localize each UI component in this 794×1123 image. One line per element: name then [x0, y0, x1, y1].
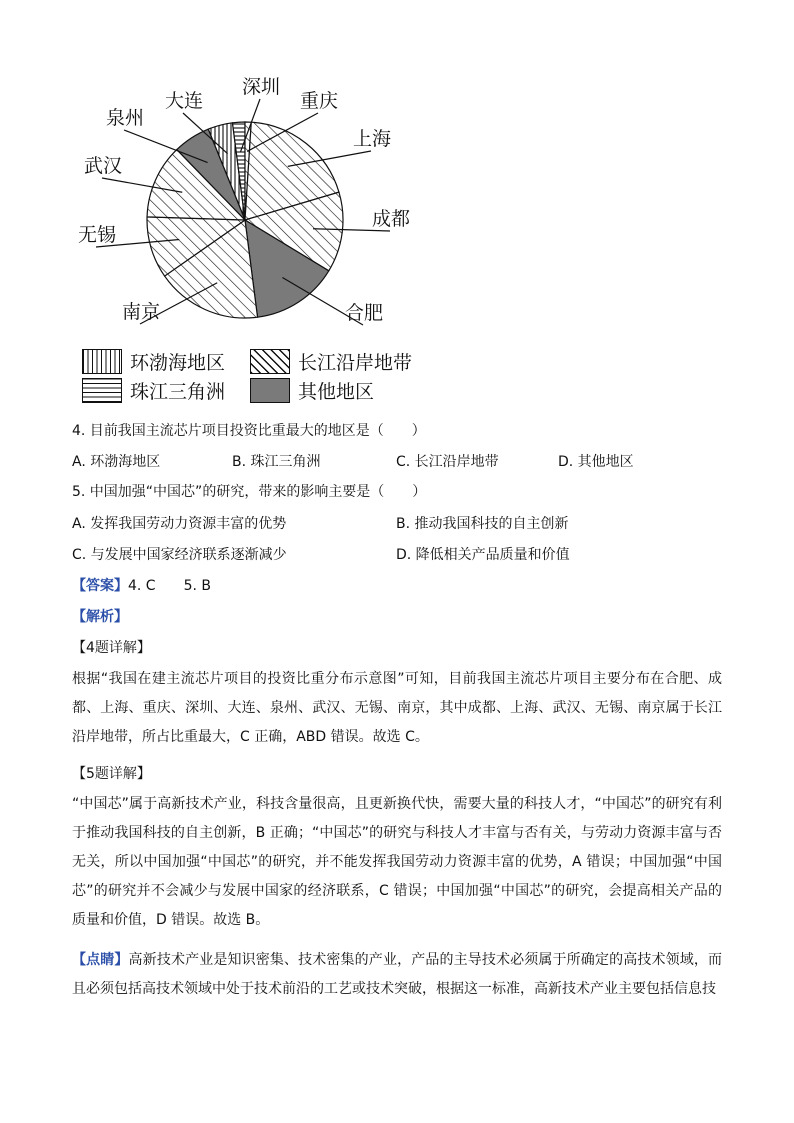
- legend-item-zhujiang: [82, 377, 225, 404]
- legend-swatch: [250, 378, 290, 403]
- slice-label: 成都: [372, 208, 411, 230]
- q4-option-d: D. 其他地区: [558, 454, 634, 470]
- q5-option-c: C. 与发展中国家经济联系逐渐减少: [72, 547, 287, 563]
- slice-label: 南京: [122, 301, 161, 323]
- q5-option-b: B. 推动我国科技的自主创新: [396, 516, 569, 532]
- investment-pie-chart: [70, 75, 430, 345]
- answer-line: [72, 576, 211, 596]
- slice-label: 泉州: [106, 107, 145, 129]
- legend-label: 环渤海地区: [130, 352, 226, 374]
- detail-5-title: 【5题详解】: [72, 766, 151, 782]
- slice-label: 武汉: [84, 155, 123, 177]
- answer-label: 【答案】: [72, 578, 128, 594]
- slice-label: 无锡: [78, 224, 117, 246]
- legend-item-yangtze: [250, 348, 412, 375]
- legend-swatch: [82, 349, 122, 374]
- slice-label: 深圳: [242, 76, 281, 98]
- legend-swatch: [82, 378, 122, 403]
- slice-label: 大连: [165, 90, 204, 112]
- answer-value: 4. C 5. B: [128, 578, 211, 594]
- note-text: 高新技术产业是知识密集、技术密集的产业，产品的主导技术必须属于所确定的高技术领域，而且必须包括高技术领域中处于技术前沿的工艺或技术突破，根据这一标准，高新技术产业主要包括信息技: [72, 952, 723, 997]
- legend-label: 其他地区: [298, 381, 375, 403]
- slice-label: 重庆: [300, 90, 339, 112]
- slice-label: 合肥: [345, 302, 384, 324]
- legend-item-bohai: [82, 348, 225, 375]
- q5-option-d: D. 降低相关产品质量和价值: [396, 547, 570, 563]
- question-5: 5. 中国加强“中国芯”的研究，带来的影响主要是（ ）: [72, 484, 427, 500]
- q4-option-a: A. 环渤海地区: [72, 454, 161, 470]
- q4-option-b: B. 珠江三角洲: [232, 454, 321, 470]
- q5-option-a: A. 发挥我国劳动力资源丰富的优势: [72, 516, 287, 532]
- analysis-label: 【解析】: [72, 609, 128, 625]
- legend-swatch: [250, 349, 290, 374]
- detail-5-text: “中国芯”属于高新技术产业，科技含量很高，且更新换代快，需要大量的科技人才，“中国芯”的研究有利于推动我国科技的自主创新，B 正确；“中国芯”的研究与科技人才丰富与否有关，与劳动力资源丰富与否无关，所以中国加强“中国芯”的研究，并不能发挥我国劳动力资源丰富的优势，A 错误；中国加强“中国芯”的研究并不会减少与发展中国家的经济联系，C 错误；中国加强“中国芯”的研究，会提高相关产品的质量和价值，D 错误。故选 B。: [72, 796, 722, 928]
- note-label: 【点睛】: [72, 952, 129, 968]
- legend-label: 长江沿岸地带: [298, 352, 413, 374]
- legend-label: 珠江三角洲: [130, 381, 226, 403]
- slice-label: 上海: [353, 128, 392, 150]
- q4-option-c: C. 长江沿岸地带: [396, 454, 499, 470]
- detail-4-text: 根据“我国在建主流芯片项目的投资比重分布示意图”可知，目前我国主流芯片项目主要分布在合肥、成都、上海、重庆、深圳、大连、泉州、武汉、无锡、南京，其中成都、上海、武汉、无锡、南京属于长江沿岸地带，所占比重最大，C 正确，ABD 错误。故选 C。: [72, 671, 722, 745]
- legend-item-other: [250, 377, 374, 404]
- note-paragraph: [72, 946, 722, 1004]
- question-4: 4. 目前我国主流芯片项目投资比重最大的地区是（ ）: [72, 423, 426, 439]
- detail-4-title: 【4题详解】: [72, 640, 151, 656]
